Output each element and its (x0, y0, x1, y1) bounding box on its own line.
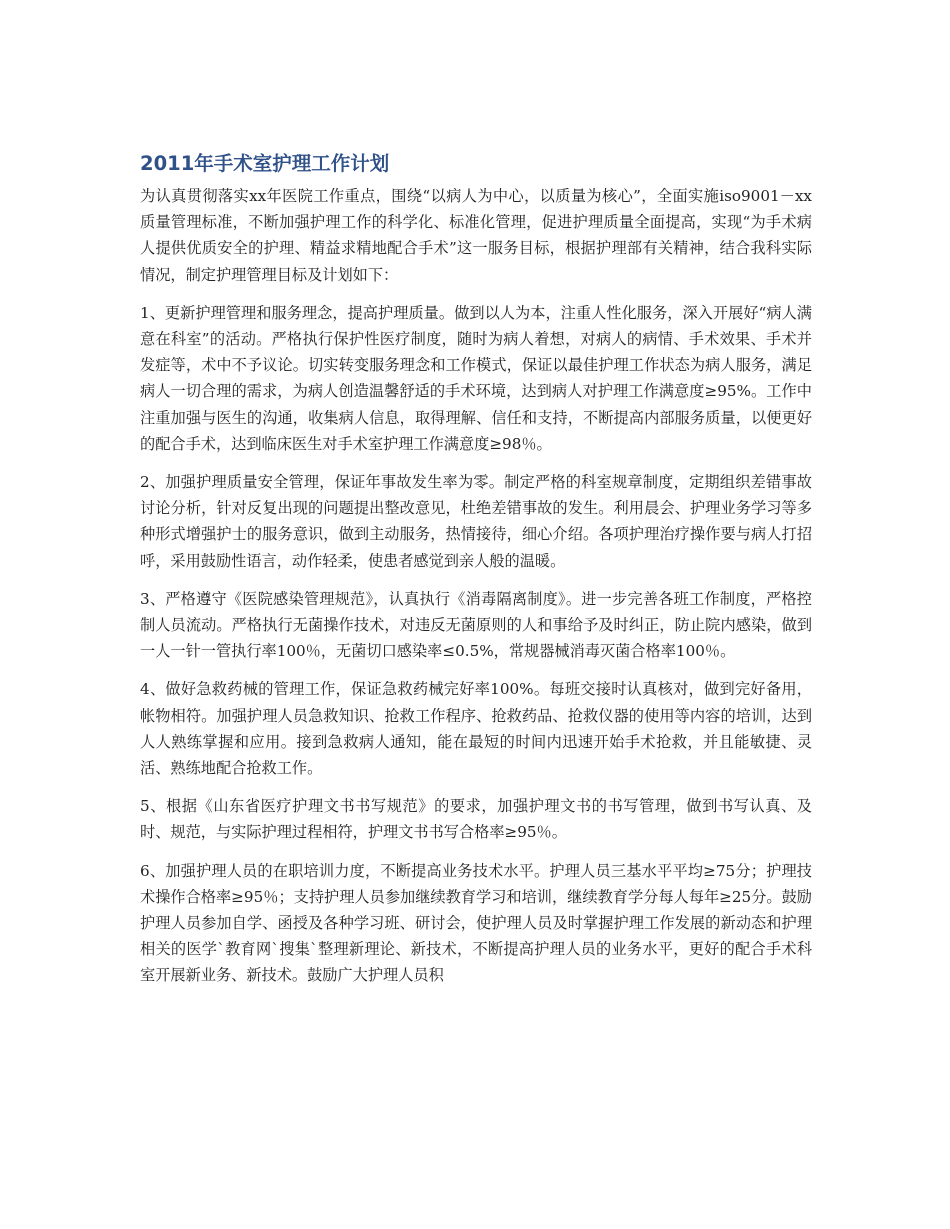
paragraph-item-2: 2、加强护理质量安全管理，保证年事故发生率为零。制定严格的科室规章制度，定期组织差错事故讨论分析，针对反复出现的问题提出整改意见，杜绝差错事故的发生。利用晨会、护理业务学习等多种形式增强护士的服务意识，做到主动服务，热情接待，细心介绍。各项护理治疗操作要与病人打招呼，采用鼓励性语言，动作轻柔，使患者感觉到亲人般的温暖。 (140, 473, 812, 570)
paragraph-item-1: 1、更新护理管理和服务理念，提高护理质量。做到以人为本，注重人性化服务，深入开展好“病人满意在科室”的活动。严格执行保护性医疗制度，随时为病人着想，对病人的病情、手术效果、手术并发症等，术中不予议论。切实转变服务理念和工作模式，保证以最佳护理工作状态为病人服务，满足病人一切合理的需求，为病人创造温馨舒适的手术环境，达到病人对护理工作满意度≥95%。工作中注重加强与医生的沟通，收集病人信息，取得理解、信任和支持，不断提高内部服务质量，以便更好的配合手术，达到临床医生对手术室护理工作满意度≥98％。 (140, 303, 812, 453)
paragraph-intro: 为认真贯彻落实xx年医院工作重点，围绕“以病人为中心，以质量为核心”，全面实施iso9001－xx质量管理标准，不断加强护理工作的科学化、标准化管理，促进护理质量全面提高，实现“为手术病人提供优质安全的护理、精益求精地配合手术”这一服务目标，根据护理部有关精神，结合我科实际情况，制定护理管理目标及计划如下： (140, 187, 812, 284)
document-page (140, 150, 812, 1001)
paragraph-item-4: 4、做好急救药械的管理工作，保证急救药械完好率100%。每班交接时认真核对，做到完好备用，帐物相符。加强护理人员急救知识、抢救工作程序、抢救药品、抢救仪器的使用等内容的培训，达到人人熟练掌握和应用。接到急救病人通知，能在最短的时间内迅速开始手术抢救，并且能敏捷、灵活、熟练地配合抢救工作。 (140, 680, 812, 778)
paragraph-item-6: 6、加强护理人员的在职培训力度，不断提高业务技术水平。护理人员三基水平平均≥75分；护理技术操作合格率≥95％；支持护理人员参加继续教育学习和培训，继续教育学分每人每年≥25分。鼓励护理人员参加自学、函授及各种学习班、研讨会，使护理人员及时掌握护理工作发展的新动态和护理相关的医学`教育网`搜集`整理新理论、新技术，不断提高护理人员的业务水平，更好的配合手术科室开展新业务、新技术。鼓励广大护理人员积 (140, 861, 812, 985)
paragraph-item-5: 5、根据《山东省医疗护理文书书写规范》的要求，加强护理文书的书写管理，做到书写认真、及时、规范，与实际护理过程相符，护理文书书写合格率≥95％。 (140, 797, 812, 842)
document-title: 2011年手术室护理工作计划 (140, 152, 390, 175)
paragraph-item-3: 3、严格遵守《医院感染管理规范》，认真执行《消毒隔离制度》。进一步完善各班工作制度，严格控制人员流动。严格执行无菌操作技术，对违反无菌原则的人和事给予及时纠正，防止院内感染，做到一人一针一管执行率100％，无菌切口感染率≤0.5%，常规器械消毒灭菌合格率100％。 (140, 589, 812, 661)
